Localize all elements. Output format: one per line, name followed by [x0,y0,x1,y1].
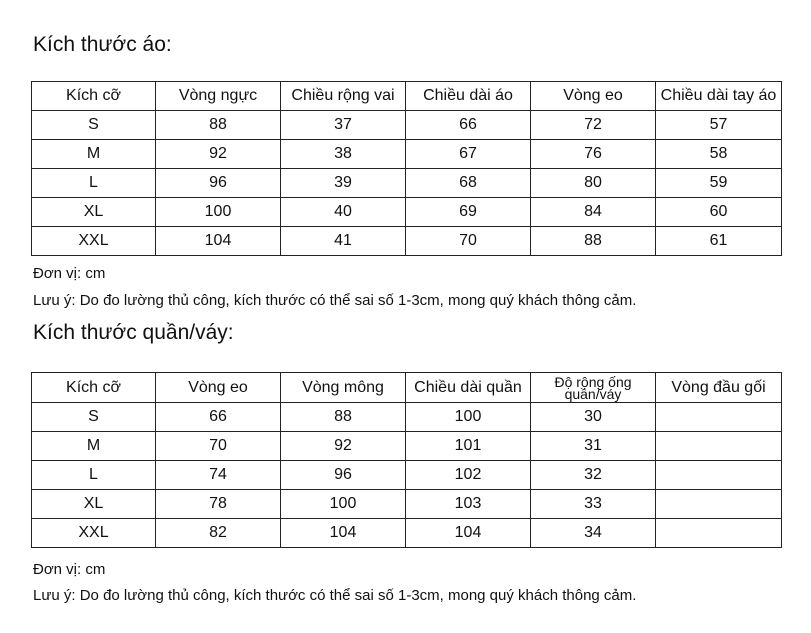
header-sleeve-length: Chiều dài tay áo [656,82,782,111]
table-row [32,169,782,198]
table-cell: 37 [281,111,406,140]
table-cell: 103 [406,490,531,519]
table-cell: 101 [406,432,531,461]
table-row [32,227,782,256]
table-cell: 102 [406,461,531,490]
table-cell: 57 [656,111,782,140]
table-cell: 104 [406,519,531,548]
table-cell [656,519,782,548]
table-cell: XXL [32,227,156,256]
table-cell: L [32,461,156,490]
table-cell: 96 [281,461,406,490]
table-row [32,519,782,548]
table-cell: 38 [281,140,406,169]
table-cell: XXL [32,519,156,548]
table-cell: XL [32,198,156,227]
table-header-row [32,373,782,403]
table-cell: 76 [531,140,656,169]
table-cell: 88 [156,111,281,140]
table-row [32,403,782,432]
pants-measurement-note: Lưu ý: Do đo lường thủ công, kích thước có thể sai số 1-3cm, mong quý khách thông cảm. [33,587,637,604]
header-size: Kích cỡ [32,373,156,403]
table-cell: 96 [156,169,281,198]
table-row [32,111,782,140]
table-cell: 41 [281,227,406,256]
header-hip: Vòng mông [281,373,406,403]
table-cell: 84 [531,198,656,227]
table-cell: L [32,169,156,198]
table-cell: 70 [406,227,531,256]
table-cell: 78 [156,490,281,519]
table-cell: 104 [281,519,406,548]
table-cell: 100 [156,198,281,227]
table-cell: 92 [281,432,406,461]
table-cell: S [32,403,156,432]
table-row [32,461,782,490]
table-cell: 70 [156,432,281,461]
table-cell: 100 [406,403,531,432]
table-cell: 100 [281,490,406,519]
table-cell: 72 [531,111,656,140]
header-chest: Vòng ngực [156,82,281,111]
header-shirt-length: Chiều dài áo [406,82,531,111]
table-cell [656,490,782,519]
table-cell: 39 [281,169,406,198]
table-cell [656,403,782,432]
shirt-unit-note: Đơn vị: cm [33,265,106,282]
header-waist: Vòng eo [531,82,656,111]
table-cell: S [32,111,156,140]
table-cell: M [32,140,156,169]
table-cell: 60 [656,198,782,227]
table-cell: 82 [156,519,281,548]
shirt-measurement-note: Lưu ý: Do đo lường thủ công, kích thước có thể sai số 1-3cm, mong quý khách thông cảm. [33,292,637,309]
table-cell: 30 [531,403,656,432]
table-cell: 69 [406,198,531,227]
table-cell: 31 [531,432,656,461]
table-cell: 92 [156,140,281,169]
table-cell [656,461,782,490]
table-cell [656,432,782,461]
table-row [32,490,782,519]
header-shoulder-width: Chiều rộng vai [281,82,406,111]
table-cell: 58 [656,140,782,169]
header-knee: Vòng đầu gối [656,373,782,403]
table-row [32,140,782,169]
table-header-row [32,82,782,111]
shirt-size-title: Kích thước áo: [33,33,172,56]
table-cell: 66 [156,403,281,432]
shirt-size-table [31,81,782,256]
pants-size-title: Kích thước quần/váy: [33,321,234,344]
table-cell: 88 [531,227,656,256]
header-size: Kích cỡ [32,82,156,111]
table-cell: 104 [156,227,281,256]
table-row [32,432,782,461]
table-cell: XL [32,490,156,519]
header-pants-length: Chiều dài quần [406,373,531,403]
header-leg-opening: Độ rộng ống quần/váy [531,373,656,403]
pants-unit-note: Đơn vị: cm [33,561,106,578]
header-waist: Vòng eo [156,373,281,403]
table-cell: 32 [531,461,656,490]
table-cell: 74 [156,461,281,490]
table-cell: 59 [656,169,782,198]
table-cell: 68 [406,169,531,198]
table-cell: 40 [281,198,406,227]
table-cell: M [32,432,156,461]
table-cell: 66 [406,111,531,140]
table-cell: 33 [531,490,656,519]
table-cell: 67 [406,140,531,169]
table-cell: 80 [531,169,656,198]
table-cell: 88 [281,403,406,432]
table-row [32,198,782,227]
table-cell: 34 [531,519,656,548]
pants-size-table [31,372,782,548]
table-cell: 61 [656,227,782,256]
